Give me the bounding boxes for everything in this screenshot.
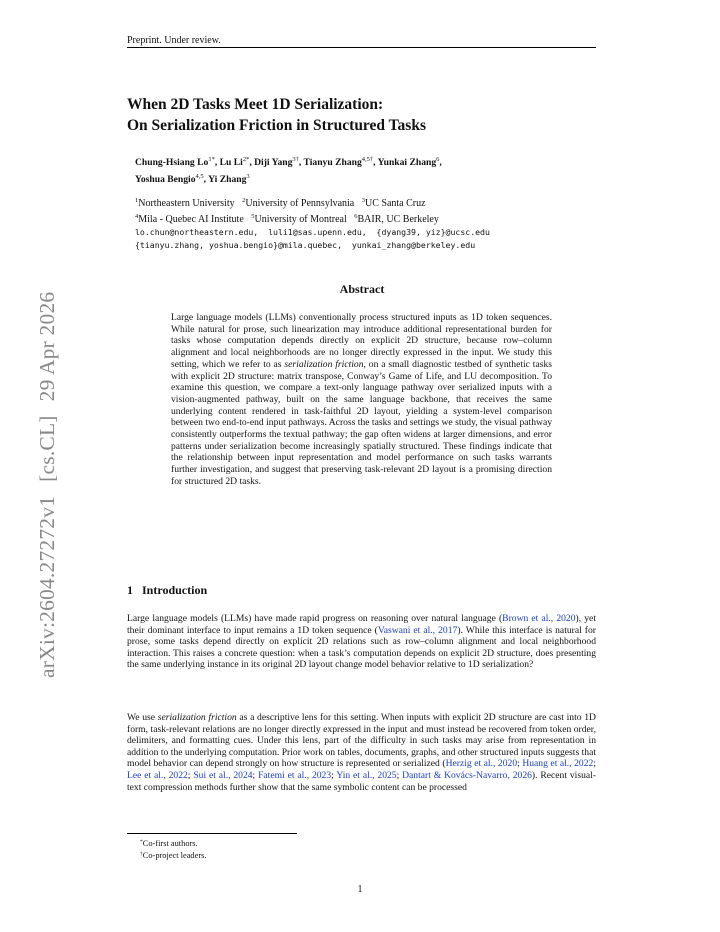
affiliation: UC Santa Cruz	[365, 198, 426, 209]
arxiv-category: [cs.CL]	[35, 415, 59, 482]
footnote-rule	[127, 833, 297, 834]
author-affiliation-mark: 2*	[242, 156, 250, 163]
footnote-co-project: †Co-project leaders.	[140, 851, 207, 860]
abstract-heading: Abstract	[339, 282, 385, 296]
author-name: Tianyu Zhang	[303, 157, 362, 168]
affiliation: University of Montreal	[254, 213, 347, 225]
citation-link[interactable]: Brown et al., 2020	[502, 613, 576, 624]
author-name: Yunkai Zhang	[377, 157, 437, 168]
running-header: Preprint. Under review.	[127, 35, 221, 46]
term-serialization-friction: serialization friction	[284, 358, 364, 370]
footnotes	[140, 837, 206, 861]
arxiv-id: arXiv:2604.27272v1	[35, 495, 59, 678]
citation-link[interactable]: Fatemi et al., 2023	[258, 769, 332, 781]
author-affiliation-mark: 4,5	[195, 173, 204, 180]
email-line-1[interactable]: lo.chun@northeastern.edu, luli1@sas.upenn.edu, {dyang39, yiz}@ucsc.edu	[135, 227, 490, 238]
citation-link[interactable]: Lee et al., 2022	[127, 769, 188, 781]
author-name: Diji Yang	[254, 157, 293, 168]
citation-link[interactable]: Sui et al., 2024	[193, 769, 253, 781]
paper-title	[127, 94, 597, 136]
affiliation: Northeastern University	[138, 198, 235, 209]
email-line-2[interactable]: {tianyu.zhang, yoshua.bengio}@mila.quebec, yunkai_zhang@berkeley.edu	[135, 239, 476, 250]
affiliation: Mila - Quebec AI Institute	[138, 213, 244, 225]
affiliation-row-1: $^1$Northeastern University $^2$University of Pennsylvania $^3$UC Santa Cruz	[135, 197, 426, 209]
section-title: Introduction	[142, 583, 208, 597]
affiliations	[135, 195, 595, 251]
author-affiliation-mark: 6	[436, 156, 440, 163]
author-list: Chung-Hsiang $Lo^{1*}$, Lu $Li^{2*}$, Diji Yang$^{3\dagger}$, Tianyu Zhang$^{4,5\dagger}$, Yunkai Zhang$^6$, Yoshua Bengio$^{4,5}$, Yi Zhang$^3$	[135, 156, 442, 185]
citation-link[interactable]: Herzig et al., 2020	[445, 758, 518, 770]
author-affiliation-mark: 1*	[208, 156, 215, 163]
arxiv-sidebar-stamp	[35, 292, 60, 678]
author-affiliation-mark: 4,5†	[361, 156, 374, 163]
section-heading-introduction	[127, 583, 207, 598]
affiliation: BAIR, UC Berkeley	[357, 213, 439, 225]
page-number: 1	[357, 884, 363, 895]
author-name: Chung-Hsiang Lo	[135, 157, 209, 168]
title-line-1: When 2D Tasks Meet 1D Serialization:	[127, 96, 384, 113]
citation-link[interactable]: Dantart & Kovács-Navarro, 2026	[402, 769, 532, 781]
footnote-co-first: *Co-first authors.	[140, 839, 198, 848]
intro-paragraph-1: Large language models (LLMs) have made rapid progress on reasoning over natural language (Brown et al., 2020), yet their dominant interface to input remains a 1D token sequence (Vaswani et al., 2017). While this interface is natural for prose, some tasks depend directly on explicit 2D relations such as row–column alignment and local neighborhood interaction. This raises a concrete question: when a task’s computation depends on explicit 2D structure, does presenting the same underlying instance in its original 2D layout change model behavior relative to 1D serialization?	[127, 613, 596, 671]
section-number: 1	[127, 583, 133, 597]
author-affiliation-mark: 3	[246, 173, 250, 180]
citation-link[interactable]: Huang et al., 2022	[522, 758, 594, 770]
header-rule	[127, 47, 596, 48]
title-line-2: On Serialization Friction in Structured Tasks	[127, 117, 426, 134]
author-name: Lu Li	[219, 157, 243, 168]
author-name: Yoshua Bengio	[135, 174, 196, 185]
affiliation: University of Pennsylvania	[245, 198, 355, 209]
citation-link[interactable]: Vaswani et al., 2017	[377, 624, 458, 636]
term-serialization-friction: serialization friction	[157, 712, 237, 723]
affiliation-row-2: $^4$Mila - Quebec AI Institute $^5$University of Montreal $^6$BAIR, UC Berkeley	[135, 212, 439, 225]
author-affiliation-mark: 3†	[292, 156, 299, 163]
arxiv-date: 29 Apr 2026	[35, 291, 59, 402]
intro-paragraph-2: We use serialization friction as a descriptive lens for this setting. When inputs with explicit 2D structure are cast into 1D form, task-relevant relations are no longer directly expressed in the input and must instead be recovered from token order, delimiters, and formatting cues. Under this lens, part of the difficulty in such tasks may arise from representation in addition to the underlying computation. Prior work on tables, documents, graphs, and other structured inputs suggests that model behavior can depend strongly on how structure is represented or serialized (Herzig et al., 2020; Huang et al., 2022; Lee et al., 2022; Sui et al., 2024; Fatemi et al., 2023; Yin et al., 2025; Dantart & Kovács-Navarro, 2026). Recent visual-text compression methods further show that the same symbolic content can be processed	[127, 712, 596, 793]
citation-link[interactable]: Yin et al., 2025	[336, 769, 397, 781]
abstract-body: Large language models (LLMs) conventionally process structured inputs as 1D token sequences. While natural for prose, such linearization may introduce additional representational burden for tasks whose computation depends directly on explicit 2D structure, because row–column alignment and local neighborhoods are no longer directly expressed in the input. We study this setting, which we refer to as serialization friction, on a small diagnostic testbed of synthetic tasks with explicit 2D structure: matrix transpose, Conway’s Game of Life, and LU decomposition. To examine this question, we compare a text-only language pathway over serialized inputs with a vision-augmented pathway, built on the same language backbone, that receives the same underlying content rendered in task-faithful 2D layout, yielding a system-level comparison between two end-to-end input pathways. Across the tasks and settings we study, the visual pathway consistently outperforms the textual pathway; the gap often widens at larger dimensions, and error patterns under serialization become increasingly spatially structured. These findings indicate that the relationship between input representation and model performance on such tasks warrants further investigation, and suggest that preserving task-relevant 2D layout is a promising direction for structured 2D tasks.	[171, 312, 552, 487]
author-name: Yi Zhang	[208, 174, 247, 185]
